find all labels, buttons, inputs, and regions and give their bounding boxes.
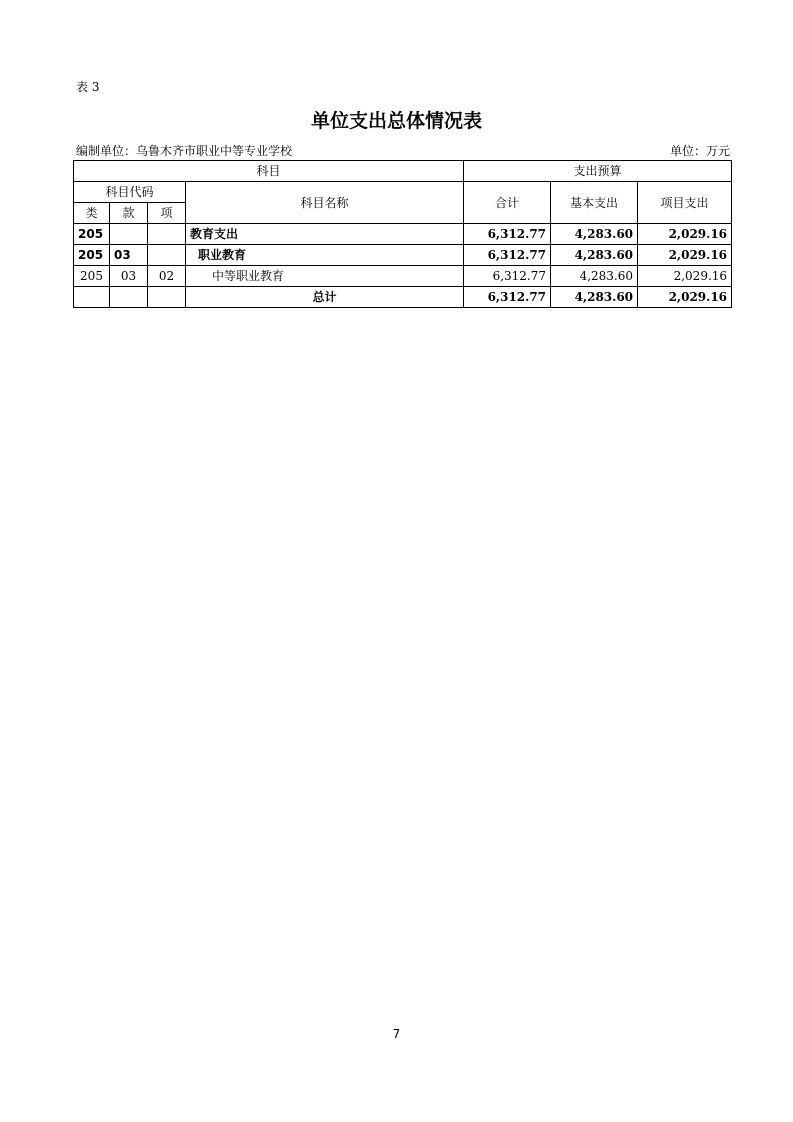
page-number: 7 <box>392 1027 401 1041</box>
cell-project: 2,029.16 <box>638 287 732 308</box>
cell-xiang <box>148 224 186 245</box>
cell-lei: 205 <box>74 266 110 287</box>
header-basic: 基本支出 <box>551 182 638 224</box>
header-row-2 <box>74 182 732 203</box>
header-lei: 类 <box>74 203 110 224</box>
cell-project: 2,029.16 <box>638 245 732 266</box>
cell-total: 6,312.77 <box>464 287 551 308</box>
total-label: 总计 <box>186 287 464 308</box>
cell-project: 2,029.16 <box>638 224 732 245</box>
currency-unit: 单位：万元 <box>669 144 730 158</box>
cell-name: 职业教育 <box>186 245 464 266</box>
compiling-unit: 编制单位：乌鲁木齐市职业中等专业学校 <box>76 144 293 158</box>
cell-basic: 4,283.60 <box>551 266 638 287</box>
table-row <box>74 266 732 287</box>
header-kuan: 款 <box>110 203 148 224</box>
header-row-1 <box>74 161 732 182</box>
cell-empty <box>148 287 186 308</box>
table-number: 表 3 <box>76 80 100 94</box>
header-name: 科目名称 <box>186 182 464 224</box>
cell-basic: 4,283.60 <box>551 224 638 245</box>
cell-basic: 4,283.60 <box>551 245 638 266</box>
header-code: 科目代码 <box>74 182 186 203</box>
header-budget: 支出预算 <box>464 161 732 182</box>
cell-project: 2,029.16 <box>638 266 732 287</box>
cell-total: 6,312.77 <box>464 266 551 287</box>
cell-name: 教育支出 <box>186 224 464 245</box>
header-xiang: 项 <box>148 203 186 224</box>
cell-kuan <box>110 224 148 245</box>
header-total: 合计 <box>464 182 551 224</box>
total-row <box>74 287 732 308</box>
cell-basic: 4,283.60 <box>551 287 638 308</box>
cell-name: 中等职业教育 <box>186 266 464 287</box>
cell-total: 6,312.77 <box>464 224 551 245</box>
cell-kuan: 03 <box>110 266 148 287</box>
cell-kuan: 03 <box>110 245 148 266</box>
cell-xiang <box>148 245 186 266</box>
cell-empty <box>74 287 110 308</box>
cell-xiang: 02 <box>148 266 186 287</box>
cell-empty <box>110 287 148 308</box>
table-row <box>74 245 732 266</box>
cell-lei: 205 <box>74 224 110 245</box>
expenditure-table <box>73 160 732 308</box>
cell-total: 6,312.77 <box>464 245 551 266</box>
header-project: 项目支出 <box>638 182 732 224</box>
header-subject: 科目 <box>74 161 464 182</box>
cell-lei: 205 <box>74 245 110 266</box>
page-title: 单位支出总体情况表 <box>310 110 482 132</box>
table-row <box>74 224 732 245</box>
